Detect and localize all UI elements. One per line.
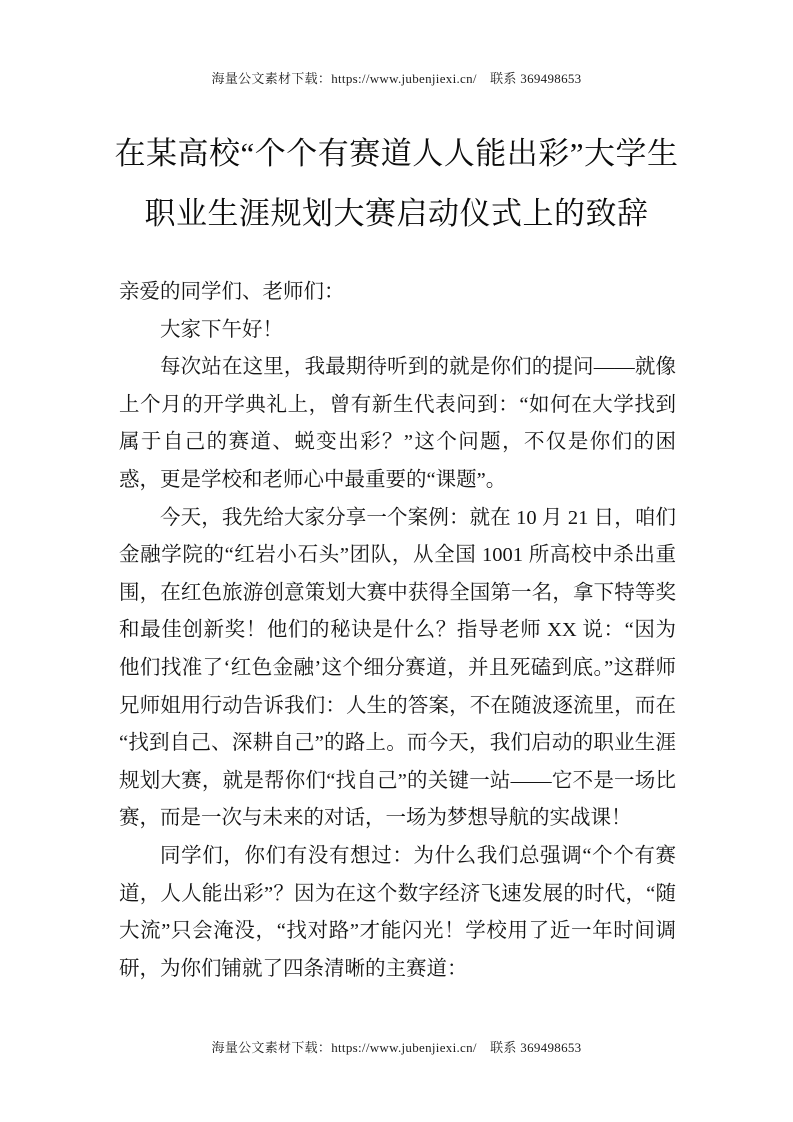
paragraph-salutation: 亲爱的同学们、老师们： <box>119 281 345 303</box>
paragraph-greeting: 大家下午好！ <box>160 318 283 341</box>
footer-watermark-note: 海量公文素材下载：https://www.jubenjiexi.cn/ 联系 369498653 <box>211 1040 582 1055</box>
document-title <box>60 124 733 244</box>
paragraph: 今天，我先给大家分享一个案例：就在 10 月 21 日，咱们金融学院的“红岩小石头”团队，从全国 1001 所高校中杀出重围，在红色旅游创意策划大赛中获得全国第一名，拿下特等奖和最佳创新奖！他们的秘诀是什么？指导老师 XX 说：“因为他们找准了‘红色金融’这个细分赛道，并且死磕到底。”这群师兄师姐用行动告诉我们：人生的答案，不在随波逐流里，而在“找到自己、深耕自己”的路上。而今天，我们启动的职业生涯规划大赛，就是帮你们“找自己”的关键一站——它不是一场比赛，而是一次与未来的对话，一场为梦想导航的实战课！ <box>119 506 676 830</box>
title-line-2: 职业生涯规划大赛启动仪式上的致辞 <box>144 196 649 231</box>
title-line-1: 在某高校“个个有赛道人人能出彩”大学生 <box>114 136 679 171</box>
header-watermark-note: 海量公文素材下载：https://www.jubenjiexi.cn/ 联系 369498653 <box>211 71 582 86</box>
paragraph: 每次站在这里，我最期待听到的就是你们的提问——就像上个月的开学典礼上，曾有新生代表问到：“如何在大学找到属于自己的赛道、蜕变出彩？”这个问题，不仅是你们的困惑，更是学校和老师心中最重要的“课题”。 <box>119 356 676 491</box>
document-body <box>119 274 676 988</box>
paragraph: 同学们，你们有没有想过：为什么我们总强调“个个有赛道，人人能出彩”？因为在这个数字经济飞速发展的时代，“随大流”只会淹没，“找对路”才能闪光！学校用了近一年时间调研，为你们铺就了四条清晰的主赛道： <box>119 844 676 980</box>
